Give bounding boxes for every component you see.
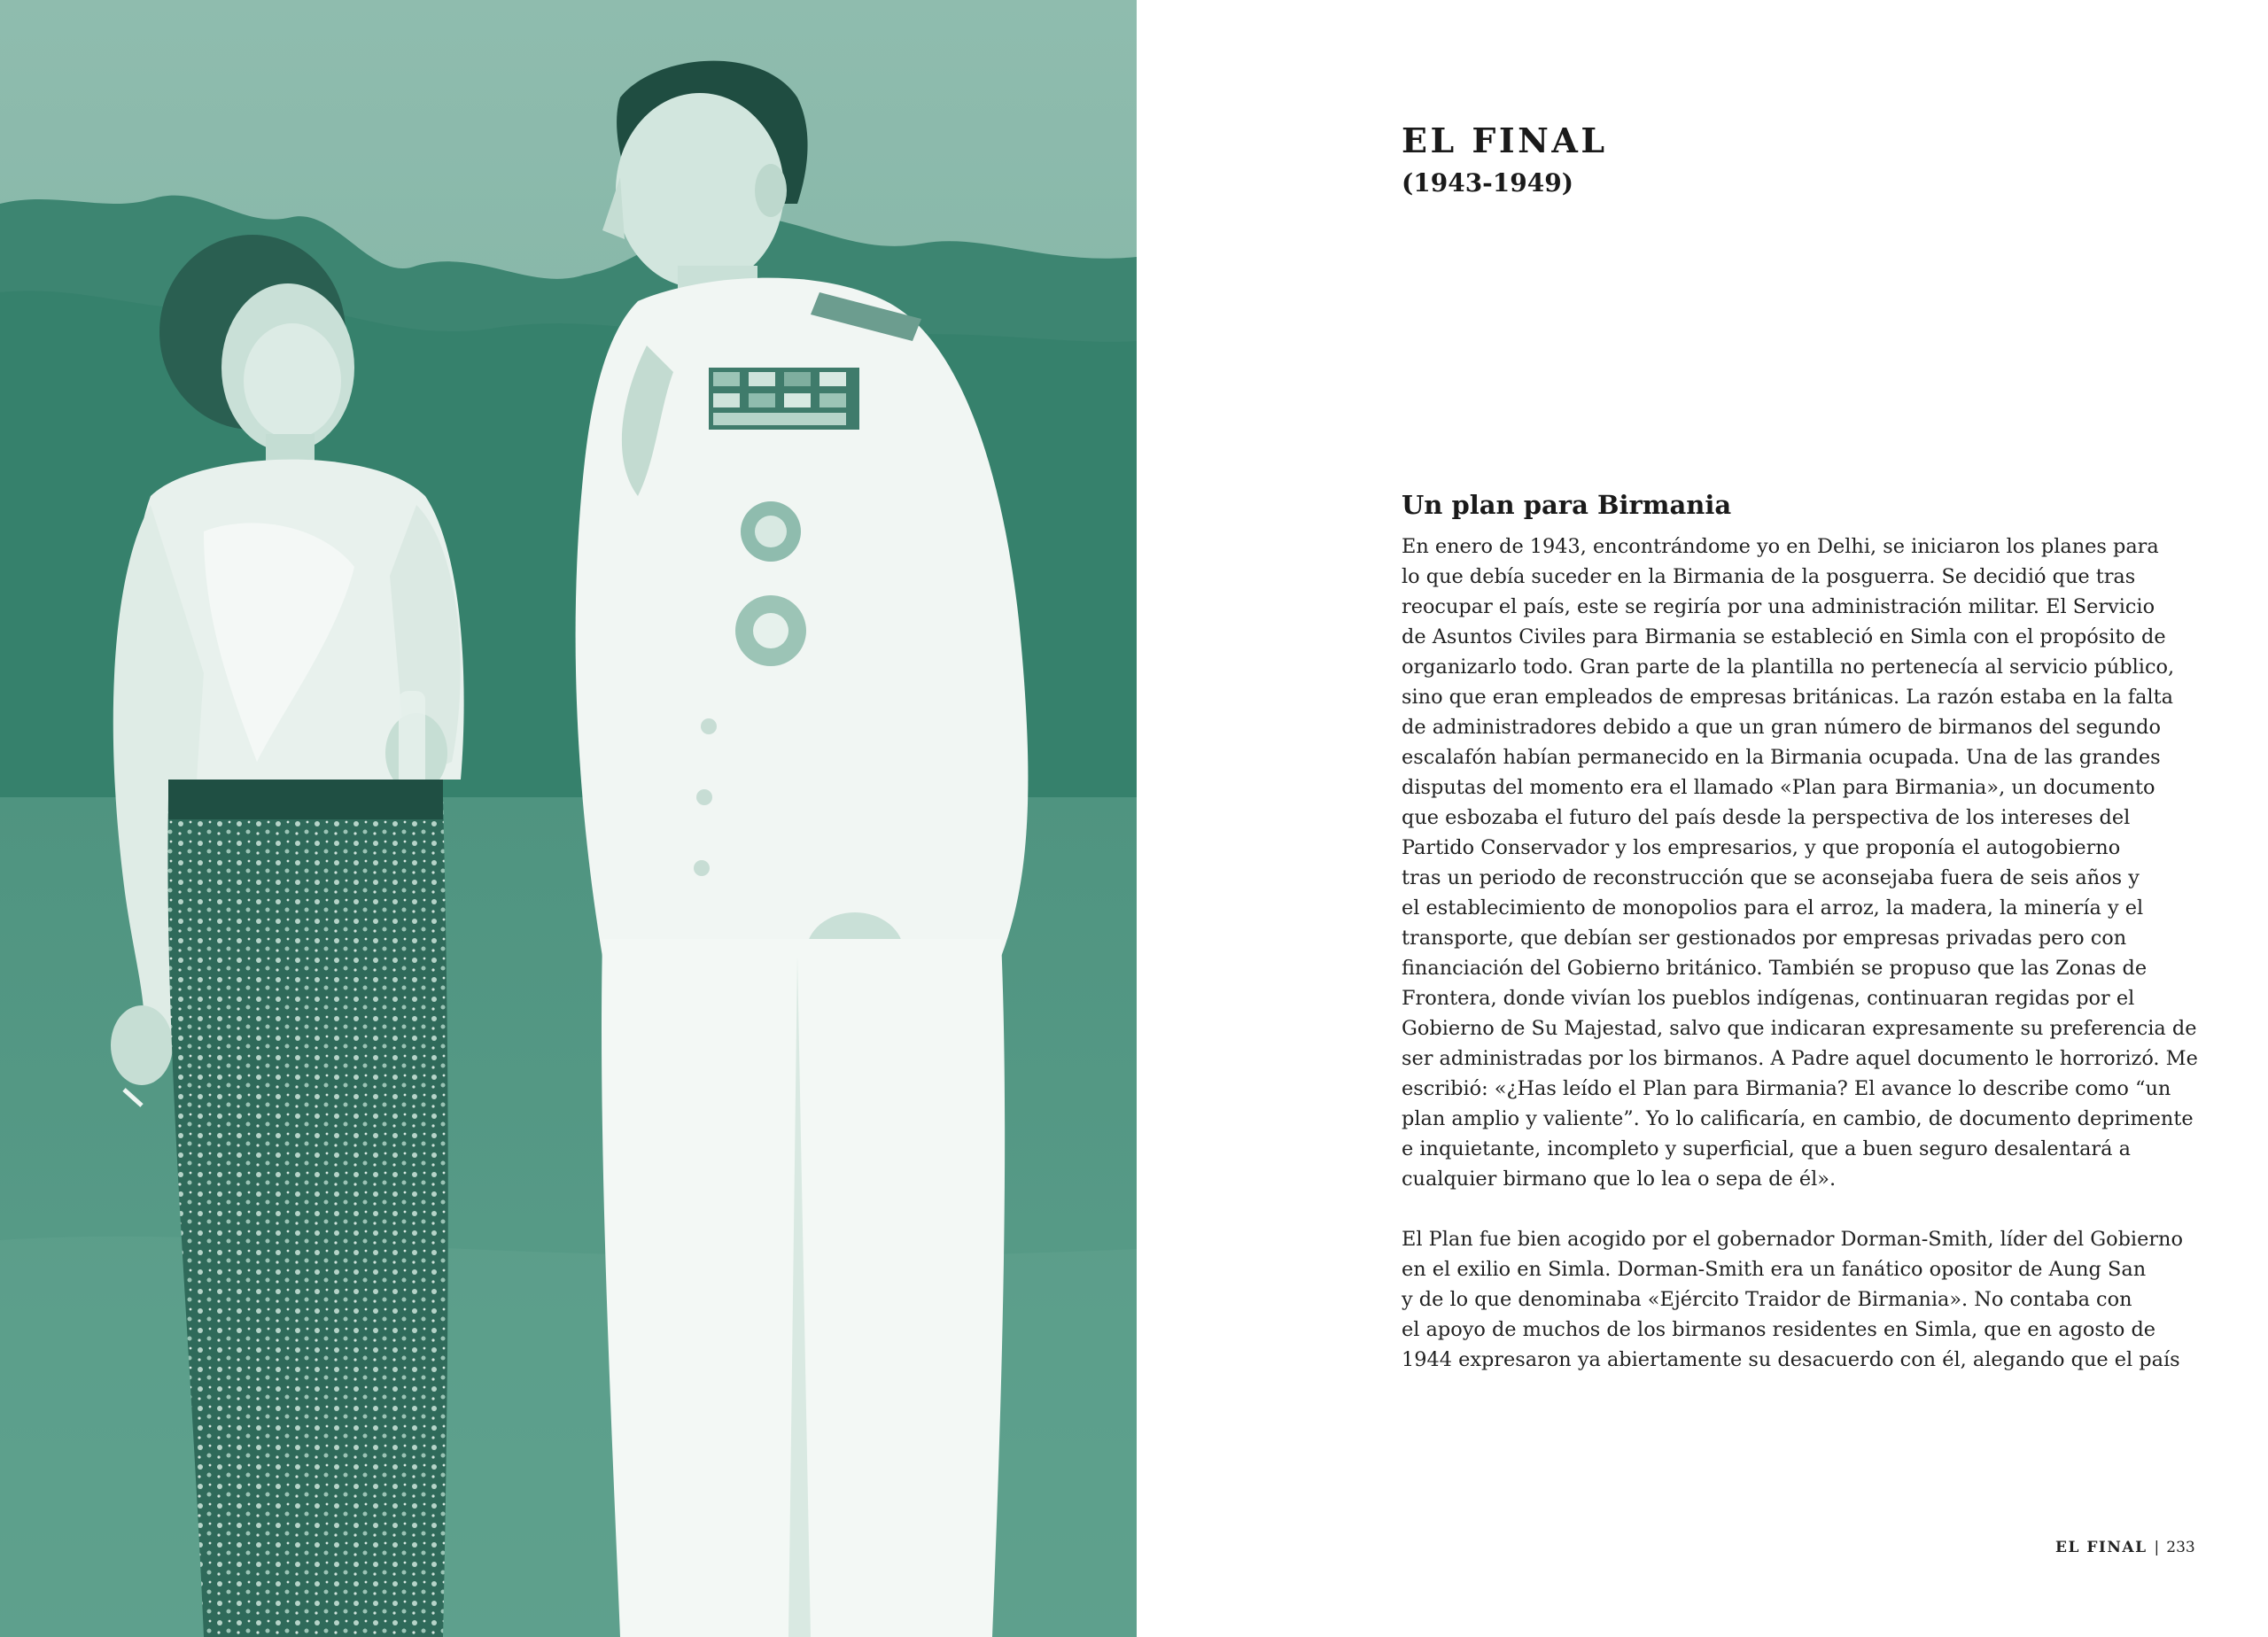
body-line: escribió: «¿Has leído el Plan para Birmania? El avance lo describe como “un <box>1402 1077 2171 1100</box>
page-number: 233 <box>2166 1539 2195 1556</box>
chapter-title: EL FINAL <box>1402 120 1608 160</box>
body-line: reocupar el país, este se regiría por una administración militar. El Servicio <box>1402 595 2155 618</box>
paragraph-2 <box>1402 1224 2183 1375</box>
body-line: el apoyo de muchos de los birmanos residentes en Simla, que en agosto de <box>1402 1318 2156 1341</box>
paragraph-gap <box>1402 1194 2163 1224</box>
body-line: 1944 expresaron ya abiertamente su desacuerdo con él, alegando que el país <box>1402 1348 2180 1371</box>
body-line: de administradores debido a que un gran número de birmanos del segundo <box>1402 716 2161 739</box>
body-line: En enero de 1943, encontrándome yo en Delhi, se iniciaron los planes para <box>1402 535 2159 558</box>
chapter-years: (1943-1949) <box>1402 168 1573 198</box>
running-title: EL FINAL <box>2055 1539 2148 1556</box>
section-heading: Un plan para Birmania <box>1402 490 1732 520</box>
body-line: sino que eran empleados de empresas británicas. La razón estaba en la falta <box>1402 686 2173 709</box>
body-line: transporte, que debían ser gestionados por empresas privadas pero con <box>1402 927 2127 950</box>
body-line: el establecimiento de monopolios para el arroz, la madera, la minería y el <box>1402 896 2144 919</box>
body-line: que esbozaba el futuro del país desde la perspectiva de los intereses del <box>1402 806 2131 829</box>
body-line: Gobierno de Su Majestad, salvo que indicaran expresamente su preferencia de <box>1402 1017 2197 1040</box>
body-line: Frontera, donde vivían los pueblos indígenas, continuaran regidas por el <box>1402 987 2135 1010</box>
running-footer <box>2055 1539 2195 1556</box>
text-page <box>1137 0 2268 1637</box>
body-line: y de lo que denominaba «Ejército Traidor de Birmania». No contaba con <box>1402 1288 2132 1311</box>
body-line: en el exilio en Simla. Dorman-Smith era un fanático opositor de Aung San <box>1402 1258 2147 1281</box>
body-line: cualquier birmano que lo lea o sepa de él». <box>1402 1168 1837 1191</box>
paragraph-1 <box>1402 531 2198 1194</box>
footer-separator: | <box>2154 1539 2160 1556</box>
body-line: e inquietante, incompleto y superficial, que a buen seguro desalentará a <box>1402 1137 2131 1160</box>
body-line: escalafón habían permanecido en la Birmania ocupada. Una de las grandes <box>1402 746 2161 769</box>
body-line: disputas del momento era el llamado «Plan para Birmania», un documento <box>1402 776 2155 799</box>
body-line: lo que debía suceder en la Birmania de la posguerra. Se decidió que tras <box>1402 565 2136 588</box>
body-line: tras un periodo de reconstrucción que se aconsejaba fuera de seis años y <box>1402 866 2140 889</box>
body-line: El Plan fue bien acogido por el gobernador Dorman-Smith, líder del Gobierno <box>1402 1228 2183 1251</box>
body-text <box>1402 531 2198 1375</box>
body-line: plan amplio y valiente”. Yo lo calificaría, en cambio, de documento deprimente <box>1402 1107 2194 1130</box>
body-line: financiación del Gobierno británico. También se propuso que las Zonas de <box>1402 957 2148 980</box>
body-line: organizarlo todo. Gran parte de la plantilla no pertenecía al servicio público, <box>1402 656 2175 679</box>
body-line: de Asuntos Civiles para Birmania se estableció en Simla con el propósito de <box>1402 625 2166 648</box>
body-line: Partido Conservador y los empresarios, y que proponía el autogobierno <box>1402 836 2121 859</box>
body-line: ser administradas por los birmanos. A Padre aquel documento le horrorizó. Me <box>1402 1047 2198 1070</box>
